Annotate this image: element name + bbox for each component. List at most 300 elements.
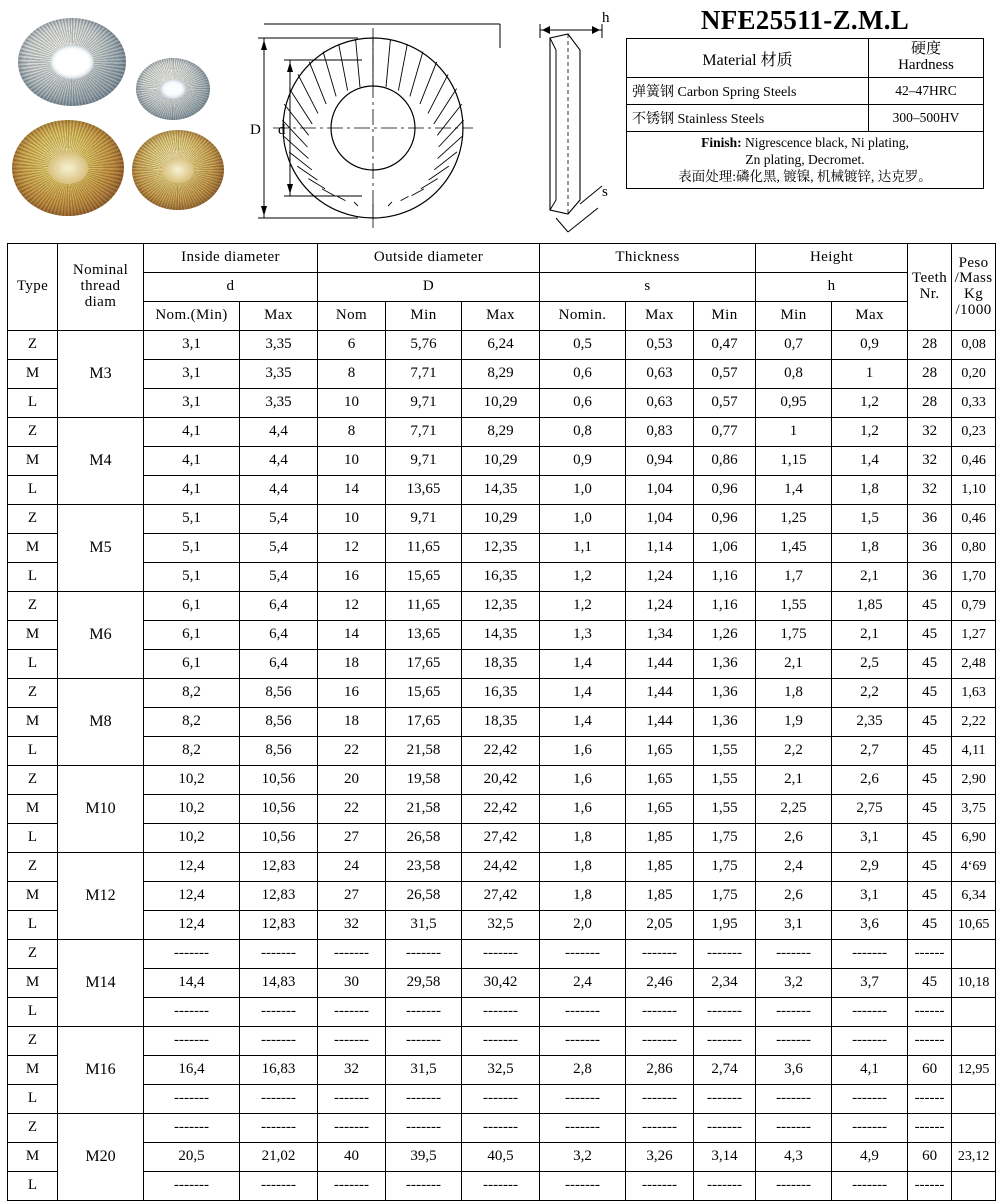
cell-s-max: -------	[626, 1027, 694, 1056]
cell-d-max: -------	[240, 1027, 318, 1056]
cell-s-nom: 1,0	[540, 505, 626, 534]
cell-h-min: 1,7	[756, 563, 832, 592]
cell-teeth: 45	[908, 824, 952, 853]
cell-h-max: -------	[832, 1027, 908, 1056]
cell-s-nom: 1,4	[540, 679, 626, 708]
cell-d-max: 6,4	[240, 650, 318, 679]
cell-s-min: 1,75	[694, 882, 756, 911]
cell-D-max: -------	[462, 940, 540, 969]
cell-d-nom: 5,1	[144, 563, 240, 592]
cell-D-max: -------	[462, 1085, 540, 1114]
header-thickness-symbol: s	[540, 273, 756, 302]
cell-d-nom: 5,1	[144, 505, 240, 534]
cell-D-min: 9,71	[386, 505, 462, 534]
cell-D-min: 5,76	[386, 331, 462, 360]
cell-h-max: 2,7	[832, 737, 908, 766]
cell-s-nom: -------	[540, 1027, 626, 1056]
cell-s-max: 1,04	[626, 505, 694, 534]
cell-peso: 3,75	[952, 795, 996, 824]
header-peso-l3: Kg	[963, 286, 984, 302]
cell-D-max: 18,35	[462, 708, 540, 737]
cell-d-max: 8,56	[240, 737, 318, 766]
cell-D-nom: -------	[318, 1027, 386, 1056]
cell-h-min: 2,6	[756, 882, 832, 911]
cell-s-min: 0,96	[694, 505, 756, 534]
header-nominal-thread	[58, 244, 144, 331]
cell-d-max: 14,83	[240, 969, 318, 998]
header-height-min: Min	[756, 302, 832, 331]
table-row	[8, 708, 996, 737]
cell-D-nom: 32	[318, 911, 386, 940]
cell-s-min: 0,57	[694, 360, 756, 389]
cell-D-min: 9,71	[386, 389, 462, 418]
cell-type: L	[8, 389, 58, 418]
cell-s-min: 1,16	[694, 592, 756, 621]
header-thickness: Thickness	[540, 244, 756, 273]
cell-h-min: 2,25	[756, 795, 832, 824]
cell-d-max: 10,56	[240, 795, 318, 824]
spec-finish-line2: Zn plating, Decromet.	[745, 151, 865, 167]
cell-d-nom: 8,2	[144, 737, 240, 766]
cell-type: L	[8, 1172, 58, 1201]
cell-D-nom: 24	[318, 853, 386, 882]
cell-D-min: 23,58	[386, 853, 462, 882]
cell-thread-size: M8	[58, 679, 144, 766]
header-inside-diameter: Inside diameter	[144, 244, 318, 273]
cell-teeth: 45	[908, 650, 952, 679]
cell-D-max: -------	[462, 1027, 540, 1056]
table-row	[8, 1056, 996, 1085]
cell-D-min: 7,71	[386, 360, 462, 389]
cell-h-max: -------	[832, 1172, 908, 1201]
spec-panel	[626, 6, 984, 189]
cell-s-min: 2,74	[694, 1056, 756, 1085]
table-row	[8, 592, 996, 621]
table-row	[8, 1172, 996, 1201]
table-row	[8, 476, 996, 505]
washer-hole	[160, 79, 186, 99]
cell-h-max: 2,35	[832, 708, 908, 737]
cell-s-max: -------	[626, 998, 694, 1027]
header-peso	[952, 244, 996, 331]
cell-D-max: 27,42	[462, 824, 540, 853]
table-row	[8, 1143, 996, 1172]
cell-D-nom: 27	[318, 882, 386, 911]
cell-d-nom: 5,1	[144, 534, 240, 563]
header-height: Height	[756, 244, 908, 273]
cell-h-min: 1,25	[756, 505, 832, 534]
cell-D-nom: 30	[318, 969, 386, 998]
cell-d-max: 3,35	[240, 331, 318, 360]
cell-teeth: 36	[908, 505, 952, 534]
cell-peso: 2,22	[952, 708, 996, 737]
cell-s-max: 0,94	[626, 447, 694, 476]
cell-s-nom: -------	[540, 1172, 626, 1201]
spec-finish-row	[627, 131, 984, 189]
cell-type: M	[8, 447, 58, 476]
cell-s-max: 1,85	[626, 882, 694, 911]
cell-s-min: 1,55	[694, 737, 756, 766]
cell-s-max: 1,85	[626, 824, 694, 853]
cell-D-nom: 18	[318, 650, 386, 679]
cell-D-nom: 10	[318, 447, 386, 476]
cell-D-nom: -------	[318, 1114, 386, 1143]
table-row	[8, 1085, 996, 1114]
cell-s-max: 1,24	[626, 563, 694, 592]
cell-d-max: 4,4	[240, 418, 318, 447]
cell-d-nom: -------	[144, 998, 240, 1027]
cell-h-max: 1,8	[832, 476, 908, 505]
cell-d-nom: 4,1	[144, 447, 240, 476]
dimension-label-h: h	[602, 10, 610, 26]
cell-s-min: 0,47	[694, 331, 756, 360]
cell-d-nom: 20,5	[144, 1143, 240, 1172]
cell-d-nom: 10,2	[144, 824, 240, 853]
table-row	[8, 969, 996, 998]
cell-peso: 4,11	[952, 737, 996, 766]
cell-D-nom: 40	[318, 1143, 386, 1172]
cell-peso: 0,79	[952, 592, 996, 621]
cell-s-min: 1,36	[694, 650, 756, 679]
cell-D-min: 13,65	[386, 621, 462, 650]
cell-teeth: 45	[908, 621, 952, 650]
cell-teeth: 32	[908, 447, 952, 476]
cell-D-nom: 8	[318, 360, 386, 389]
header-peso-l2: /Mass	[954, 270, 993, 287]
cell-D-min: 11,65	[386, 592, 462, 621]
cell-peso: 1,27	[952, 621, 996, 650]
cell-peso: 4ʻ69	[952, 853, 996, 882]
cell-teeth: 45	[908, 679, 952, 708]
cell-D-max: -------	[462, 1172, 540, 1201]
header-inside-symbol: d	[144, 273, 318, 302]
cell-teeth: 45	[908, 766, 952, 795]
cell-h-min: -------	[756, 1027, 832, 1056]
cell-peso: 0,46	[952, 505, 996, 534]
cell-peso: 1,63	[952, 679, 996, 708]
table-row	[8, 940, 996, 969]
cell-D-min: 15,65	[386, 563, 462, 592]
spec-header-row	[627, 39, 984, 78]
cell-h-max: -------	[832, 1114, 908, 1143]
cell-h-min: 1,9	[756, 708, 832, 737]
washer-photo-blue-small	[136, 58, 210, 120]
cell-s-nom: 1,6	[540, 795, 626, 824]
header-thread: thread	[80, 278, 121, 295]
cell-h-max: 2,2	[832, 679, 908, 708]
cell-D-min: -------	[386, 940, 462, 969]
washer-hole	[48, 152, 88, 184]
cell-s-nom: 1,4	[540, 650, 626, 679]
cell-d-max: -------	[240, 1085, 318, 1114]
cell-type: Z	[8, 679, 58, 708]
cell-s-max: 3,26	[626, 1143, 694, 1172]
washer-hole	[162, 157, 194, 183]
cell-peso: 2,48	[952, 650, 996, 679]
cell-D-min: -------	[386, 1027, 462, 1056]
cell-type: L	[8, 1085, 58, 1114]
drawing-svg	[250, 4, 620, 240]
cell-peso: 1,10	[952, 476, 996, 505]
cell-h-max: 1,5	[832, 505, 908, 534]
cell-type: M	[8, 882, 58, 911]
header-nominal: Nominal	[72, 262, 129, 279]
cell-s-nom: 1,8	[540, 853, 626, 882]
cell-D-max: 18,35	[462, 650, 540, 679]
header-thickness-min: Min	[694, 302, 756, 331]
cell-D-min: 7,71	[386, 418, 462, 447]
cell-s-min: 0,86	[694, 447, 756, 476]
header-thickness-max: Max	[626, 302, 694, 331]
product-photo-group	[8, 10, 248, 225]
cell-D-max: 22,42	[462, 737, 540, 766]
cell-type: Z	[8, 592, 58, 621]
cell-d-nom: 12,4	[144, 911, 240, 940]
dimension-table	[7, 243, 996, 1201]
cell-h-min: 0,95	[756, 389, 832, 418]
cell-teeth: 32	[908, 476, 952, 505]
cell-s-min: -------	[694, 940, 756, 969]
cell-D-nom: 12	[318, 534, 386, 563]
cell-d-max: 16,83	[240, 1056, 318, 1085]
cell-h-min: -------	[756, 1085, 832, 1114]
cell-s-min: -------	[694, 1172, 756, 1201]
table-row	[8, 360, 996, 389]
cell-D-nom: 20	[318, 766, 386, 795]
cell-D-nom: -------	[318, 940, 386, 969]
table-row	[8, 418, 996, 447]
cell-s-nom: 0,5	[540, 331, 626, 360]
cell-s-max: 0,63	[626, 360, 694, 389]
cell-D-min: -------	[386, 1114, 462, 1143]
cell-D-nom: 6	[318, 331, 386, 360]
cell-type: Z	[8, 766, 58, 795]
cell-D-max: 32,5	[462, 911, 540, 940]
header-peso-l4: /1000	[955, 301, 992, 318]
cell-type: Z	[8, 1027, 58, 1056]
dimension-label-d: d	[278, 122, 286, 138]
cell-s-nom: 2,0	[540, 911, 626, 940]
table-row	[8, 679, 996, 708]
cell-s-nom: -------	[540, 940, 626, 969]
cell-s-nom: 3,2	[540, 1143, 626, 1172]
table-row	[8, 737, 996, 766]
cell-D-max: 24,42	[462, 853, 540, 882]
cell-h-min: 2,4	[756, 853, 832, 882]
cell-type: M	[8, 708, 58, 737]
cell-h-max: 3,1	[832, 882, 908, 911]
cell-d-max: -------	[240, 1172, 318, 1201]
cell-peso: 0,80	[952, 534, 996, 563]
table-row	[8, 650, 996, 679]
cell-D-nom: 16	[318, 563, 386, 592]
spec-hardness-1: 42–47HRC	[869, 77, 984, 104]
cell-h-min: -------	[756, 998, 832, 1027]
cell-D-nom: 22	[318, 795, 386, 824]
cell-teeth: 60	[908, 1143, 952, 1172]
cell-d-max: -------	[240, 998, 318, 1027]
cell-D-nom: -------	[318, 1085, 386, 1114]
cell-D-min: 11,65	[386, 534, 462, 563]
cell-peso: 10,65	[952, 911, 996, 940]
cell-s-min: 1,36	[694, 708, 756, 737]
cell-D-max: 10,29	[462, 389, 540, 418]
cell-d-nom: 6,1	[144, 650, 240, 679]
cell-D-min: -------	[386, 998, 462, 1027]
cell-D-max: 10,29	[462, 447, 540, 476]
cell-D-nom: -------	[318, 1172, 386, 1201]
cell-s-min: 0,57	[694, 389, 756, 418]
cell-d-nom: 3,1	[144, 389, 240, 418]
cell-h-max: 2,1	[832, 621, 908, 650]
table-row	[8, 911, 996, 940]
cell-peso	[952, 1027, 996, 1056]
cell-type: L	[8, 650, 58, 679]
cell-d-max: 8,56	[240, 679, 318, 708]
cell-type: M	[8, 969, 58, 998]
cell-s-nom: 1,2	[540, 592, 626, 621]
cell-h-min: 2,2	[756, 737, 832, 766]
technical-drawing	[250, 4, 620, 240]
cell-d-max: 12,83	[240, 882, 318, 911]
cell-teeth: 36	[908, 563, 952, 592]
cell-D-min: 21,58	[386, 795, 462, 824]
cell-h-max: 1,2	[832, 389, 908, 418]
cell-D-min: 31,5	[386, 911, 462, 940]
cell-s-max: -------	[626, 1114, 694, 1143]
table-row	[8, 331, 996, 360]
cell-D-max: -------	[462, 1114, 540, 1143]
cell-d-max: 12,83	[240, 911, 318, 940]
cell-h-min: 3,2	[756, 969, 832, 998]
cell-h-max: 1,8	[832, 534, 908, 563]
cell-D-min: 9,71	[386, 447, 462, 476]
table-row	[8, 1027, 996, 1056]
cell-s-nom: 2,4	[540, 969, 626, 998]
cell-D-max: 14,35	[462, 621, 540, 650]
table-header-row-3	[8, 302, 996, 331]
cell-h-max: 2,6	[832, 766, 908, 795]
cell-d-max: 4,4	[240, 447, 318, 476]
cell-D-nom: 8	[318, 418, 386, 447]
cell-d-max: 8,56	[240, 708, 318, 737]
cell-h-max: 3,7	[832, 969, 908, 998]
cell-s-max: -------	[626, 940, 694, 969]
spec-material-header: Material 材质	[627, 39, 869, 78]
cell-d-nom: 10,2	[144, 766, 240, 795]
cell-d-max: 5,4	[240, 505, 318, 534]
cell-D-max: 27,42	[462, 882, 540, 911]
dimension-label-s: s	[602, 184, 608, 200]
cell-teeth: ------	[908, 1085, 952, 1114]
spec-row	[627, 77, 984, 104]
cell-thread-size: M3	[58, 331, 144, 418]
cell-s-min: 0,77	[694, 418, 756, 447]
cell-teeth: 32	[908, 418, 952, 447]
cell-D-min: 19,58	[386, 766, 462, 795]
cell-type: Z	[8, 505, 58, 534]
cell-D-max: 16,35	[462, 563, 540, 592]
cell-peso: 10,18	[952, 969, 996, 998]
cell-D-min: 31,5	[386, 1056, 462, 1085]
header-inside-nom: Nom.(Min)	[144, 302, 240, 331]
spec-material-1: 弹簧钢 Carbon Spring Steels	[627, 77, 869, 104]
cell-peso: 0,46	[952, 447, 996, 476]
table-row	[8, 389, 996, 418]
cell-type: M	[8, 621, 58, 650]
cell-teeth: 45	[908, 708, 952, 737]
header-teeth-line1: Teeth	[912, 270, 948, 287]
table-header-row-1	[8, 244, 996, 273]
cell-D-max: 30,42	[462, 969, 540, 998]
page-title: NFE25511-Z.M.L	[700, 5, 910, 35]
cell-s-max: 0,83	[626, 418, 694, 447]
cell-teeth: ------	[908, 1027, 952, 1056]
cell-peso	[952, 998, 996, 1027]
header-inside-max: Max	[240, 302, 318, 331]
cell-h-min: 2,1	[756, 650, 832, 679]
cell-h-max: 2,5	[832, 650, 908, 679]
cell-D-max: 12,35	[462, 534, 540, 563]
cell-D-min: 13,65	[386, 476, 462, 505]
cell-s-min: 1,55	[694, 766, 756, 795]
cell-D-nom: 14	[318, 621, 386, 650]
cell-h-min: 1,15	[756, 447, 832, 476]
cell-h-min: 1,75	[756, 621, 832, 650]
cell-D-nom: 12	[318, 592, 386, 621]
cell-peso: 12,95	[952, 1056, 996, 1085]
cell-h-min: 1,8	[756, 679, 832, 708]
header-outside-symbol: D	[318, 273, 540, 302]
header-section	[0, 0, 1000, 243]
cell-h-min: 1	[756, 418, 832, 447]
table-row	[8, 766, 996, 795]
cell-D-max: -------	[462, 998, 540, 1027]
cell-s-nom: 1,4	[540, 708, 626, 737]
cell-s-min: 1,26	[694, 621, 756, 650]
cell-D-min: -------	[386, 1085, 462, 1114]
cell-s-min: 1,36	[694, 679, 756, 708]
cell-s-min: 1,55	[694, 795, 756, 824]
cell-h-min: 1,45	[756, 534, 832, 563]
cell-teeth: 36	[908, 534, 952, 563]
cell-h-max: -------	[832, 998, 908, 1027]
cell-D-nom: -------	[318, 998, 386, 1027]
cell-peso	[952, 1172, 996, 1201]
table-row	[8, 621, 996, 650]
cell-D-max: 8,29	[462, 360, 540, 389]
cell-D-nom: 10	[318, 389, 386, 418]
cell-s-max: 1,44	[626, 708, 694, 737]
cell-d-nom: -------	[144, 1027, 240, 1056]
cell-d-nom: 6,1	[144, 592, 240, 621]
table-row	[8, 1114, 996, 1143]
cell-s-max: 1,85	[626, 853, 694, 882]
cell-peso: 6,34	[952, 882, 996, 911]
cell-peso: 0,33	[952, 389, 996, 418]
cell-thread-size: M16	[58, 1027, 144, 1114]
cell-d-max: 3,35	[240, 389, 318, 418]
cell-teeth: ------	[908, 940, 952, 969]
cell-d-nom: 8,2	[144, 679, 240, 708]
cell-D-nom: 16	[318, 679, 386, 708]
cell-d-nom: 12,4	[144, 882, 240, 911]
cell-thread-size: M6	[58, 592, 144, 679]
header-height-symbol: h	[756, 273, 908, 302]
cell-s-max: -------	[626, 1085, 694, 1114]
cell-type: Z	[8, 331, 58, 360]
cell-D-max: 22,42	[462, 795, 540, 824]
